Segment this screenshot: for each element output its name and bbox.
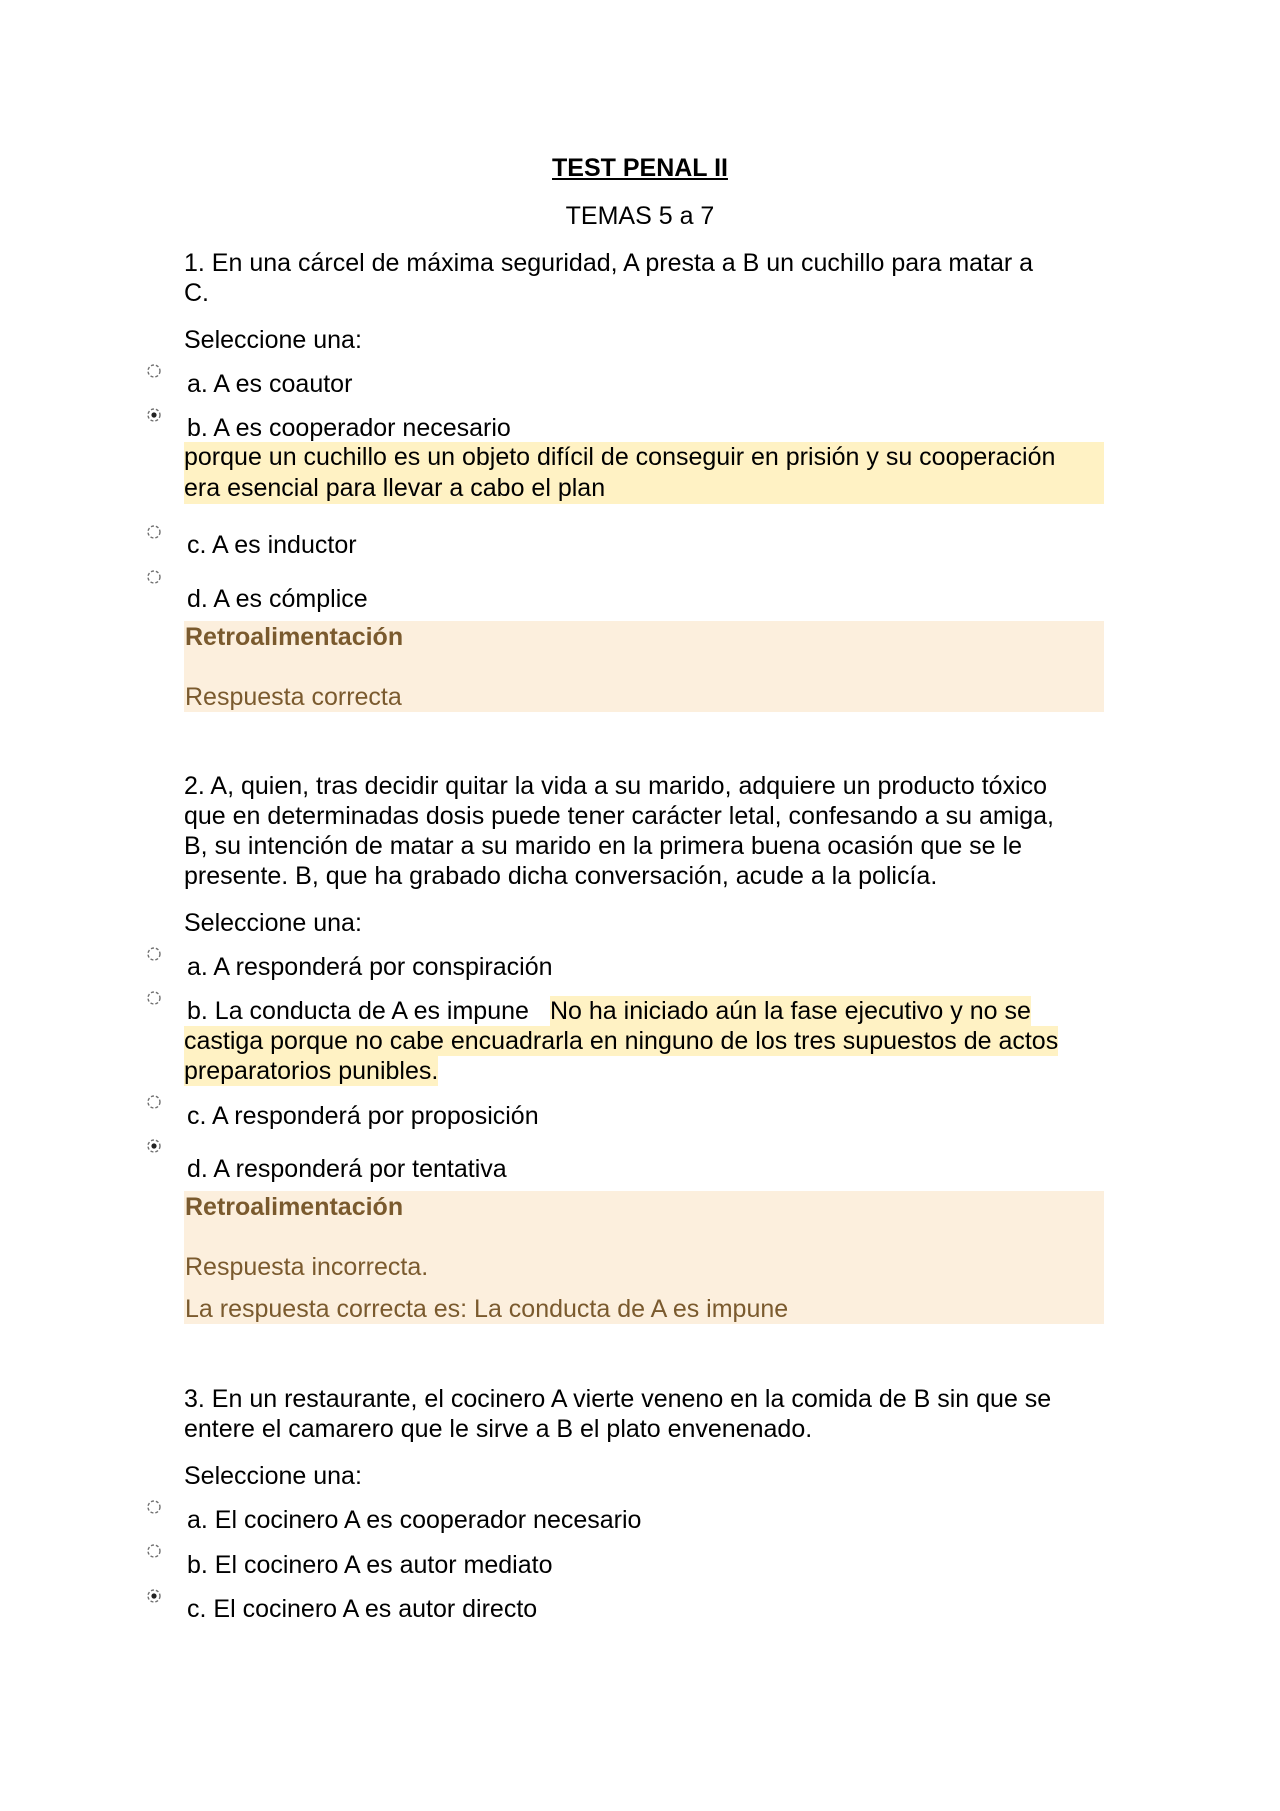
radio-selected-icon [146,1588,162,1604]
question-1-annotation-line-2: era esencial para llevar a cabo el plan [184,474,606,502]
question-3-option-c-radio[interactable] [146,1588,162,1604]
question-3-option-b-label: b. El cocinero A es autor mediato [187,1551,553,1579]
question-2-option-d-radio[interactable] [146,1138,162,1154]
question-2-stem-line-2: que en determinadas dosis puede tener carácter letal, confesando a su amiga, [184,802,1054,830]
question-1-feedback-heading: Retroalimentación [185,623,404,651]
question-1-annotation-highlight [184,442,1104,504]
question-2-stem-line-4: presente. B, que ha grabado dicha conversación, acude a la policía. [184,862,938,890]
question-3-stem-line-1: 3. En un restaurante, el cocinero A vierte veneno en la comida de B sin que se [184,1385,1052,1413]
question-2-option-c-radio[interactable] [146,1094,162,1110]
radio-selected-icon [146,1138,162,1154]
question-3-option-c-label: c. El cocinero A es autor directo [187,1595,538,1623]
question-1-option-a-radio[interactable] [146,363,162,379]
question-2-feedback-heading: Retroalimentación [185,1193,404,1221]
question-2-option-a-label: a. A responderá por conspiración [187,953,553,981]
question-2-stem-line-1: 2. A, quien, tras decidir quitar la vida a su marido, adquiere un producto tóxico [184,772,1048,800]
question-2-feedback-box [184,1191,1104,1324]
radio-unselected-icon [146,363,162,379]
question-1-feedback-box [184,621,1104,712]
radio-unselected-icon [146,1499,162,1515]
question-2-annotation-line-3: preparatorios punibles. [184,1057,439,1085]
question-2-annotation-line-1: No ha iniciado aún la fase ejecutivo y no se [550,997,1031,1025]
radio-unselected-icon [146,569,162,585]
question-2-option-d-label: d. A responderá por tentativa [187,1155,507,1183]
question-1-select-prompt: Seleccione una: [184,326,362,354]
question-1-option-c-label: c. A es inductor [187,531,357,559]
question-2-option-a-radio[interactable] [146,946,162,962]
question-1-feedback-result: Respuesta correcta [185,683,402,711]
question-2-option-c-label: c. A responderá por proposición [187,1102,539,1130]
document-title: TEST PENAL II [552,154,728,182]
question-1-option-d-radio[interactable] [146,569,162,585]
question-1-stem-line-2: C. [184,279,209,307]
radio-unselected-icon [146,946,162,962]
question-1-stem-line-1: 1. En una cárcel de máxima seguridad, A presta a B un cuchillo para matar a [184,249,1034,277]
question-3-option-a-radio[interactable] [146,1499,162,1515]
question-2-option-b-label: b. La conducta de A es impune [187,997,529,1025]
radio-unselected-icon [146,990,162,1006]
question-2-option-b-radio[interactable] [146,990,162,1006]
question-2-feedback-result: Respuesta incorrecta. [185,1253,429,1281]
question-3-option-a-label: a. El cocinero A es cooperador necesario [187,1506,642,1534]
radio-selected-icon [146,407,162,423]
question-1-option-d-label: d. A es cómplice [187,585,368,613]
document-subtitle: TEMAS 5 a 7 [565,202,715,230]
question-2-select-prompt: Seleccione una: [184,909,362,937]
radio-unselected-icon [146,524,162,540]
question-1-annotation-line-1: porque un cuchillo es un objeto difícil de conseguir en prisión y su cooperación [184,443,1056,471]
question-2-annotation-line-2: castiga porque no cabe encuadrarla en ninguno de los tres supuestos de actos [184,1027,1059,1055]
radio-unselected-icon [146,1543,162,1559]
radio-unselected-icon [146,1094,162,1110]
question-1-option-b-radio[interactable] [146,407,162,423]
question-3-option-b-radio[interactable] [146,1543,162,1559]
question-2-feedback-correct-answer: La respuesta correcta es: La conducta de A es impune [185,1295,789,1323]
question-1-option-c-radio[interactable] [146,524,162,540]
question-1-option-a-label: a. A es coautor [187,370,353,398]
question-3-select-prompt: Seleccione una: [184,1462,362,1490]
question-3-stem-line-2: entere el camarero que le sirve a B el plato envenenado. [184,1415,813,1443]
question-1-option-b-label: b. A es cooperador necesario [187,414,511,442]
question-2-stem-line-3: B, su intención de matar a su marido en la primera buena ocasión que se le [184,832,1022,860]
